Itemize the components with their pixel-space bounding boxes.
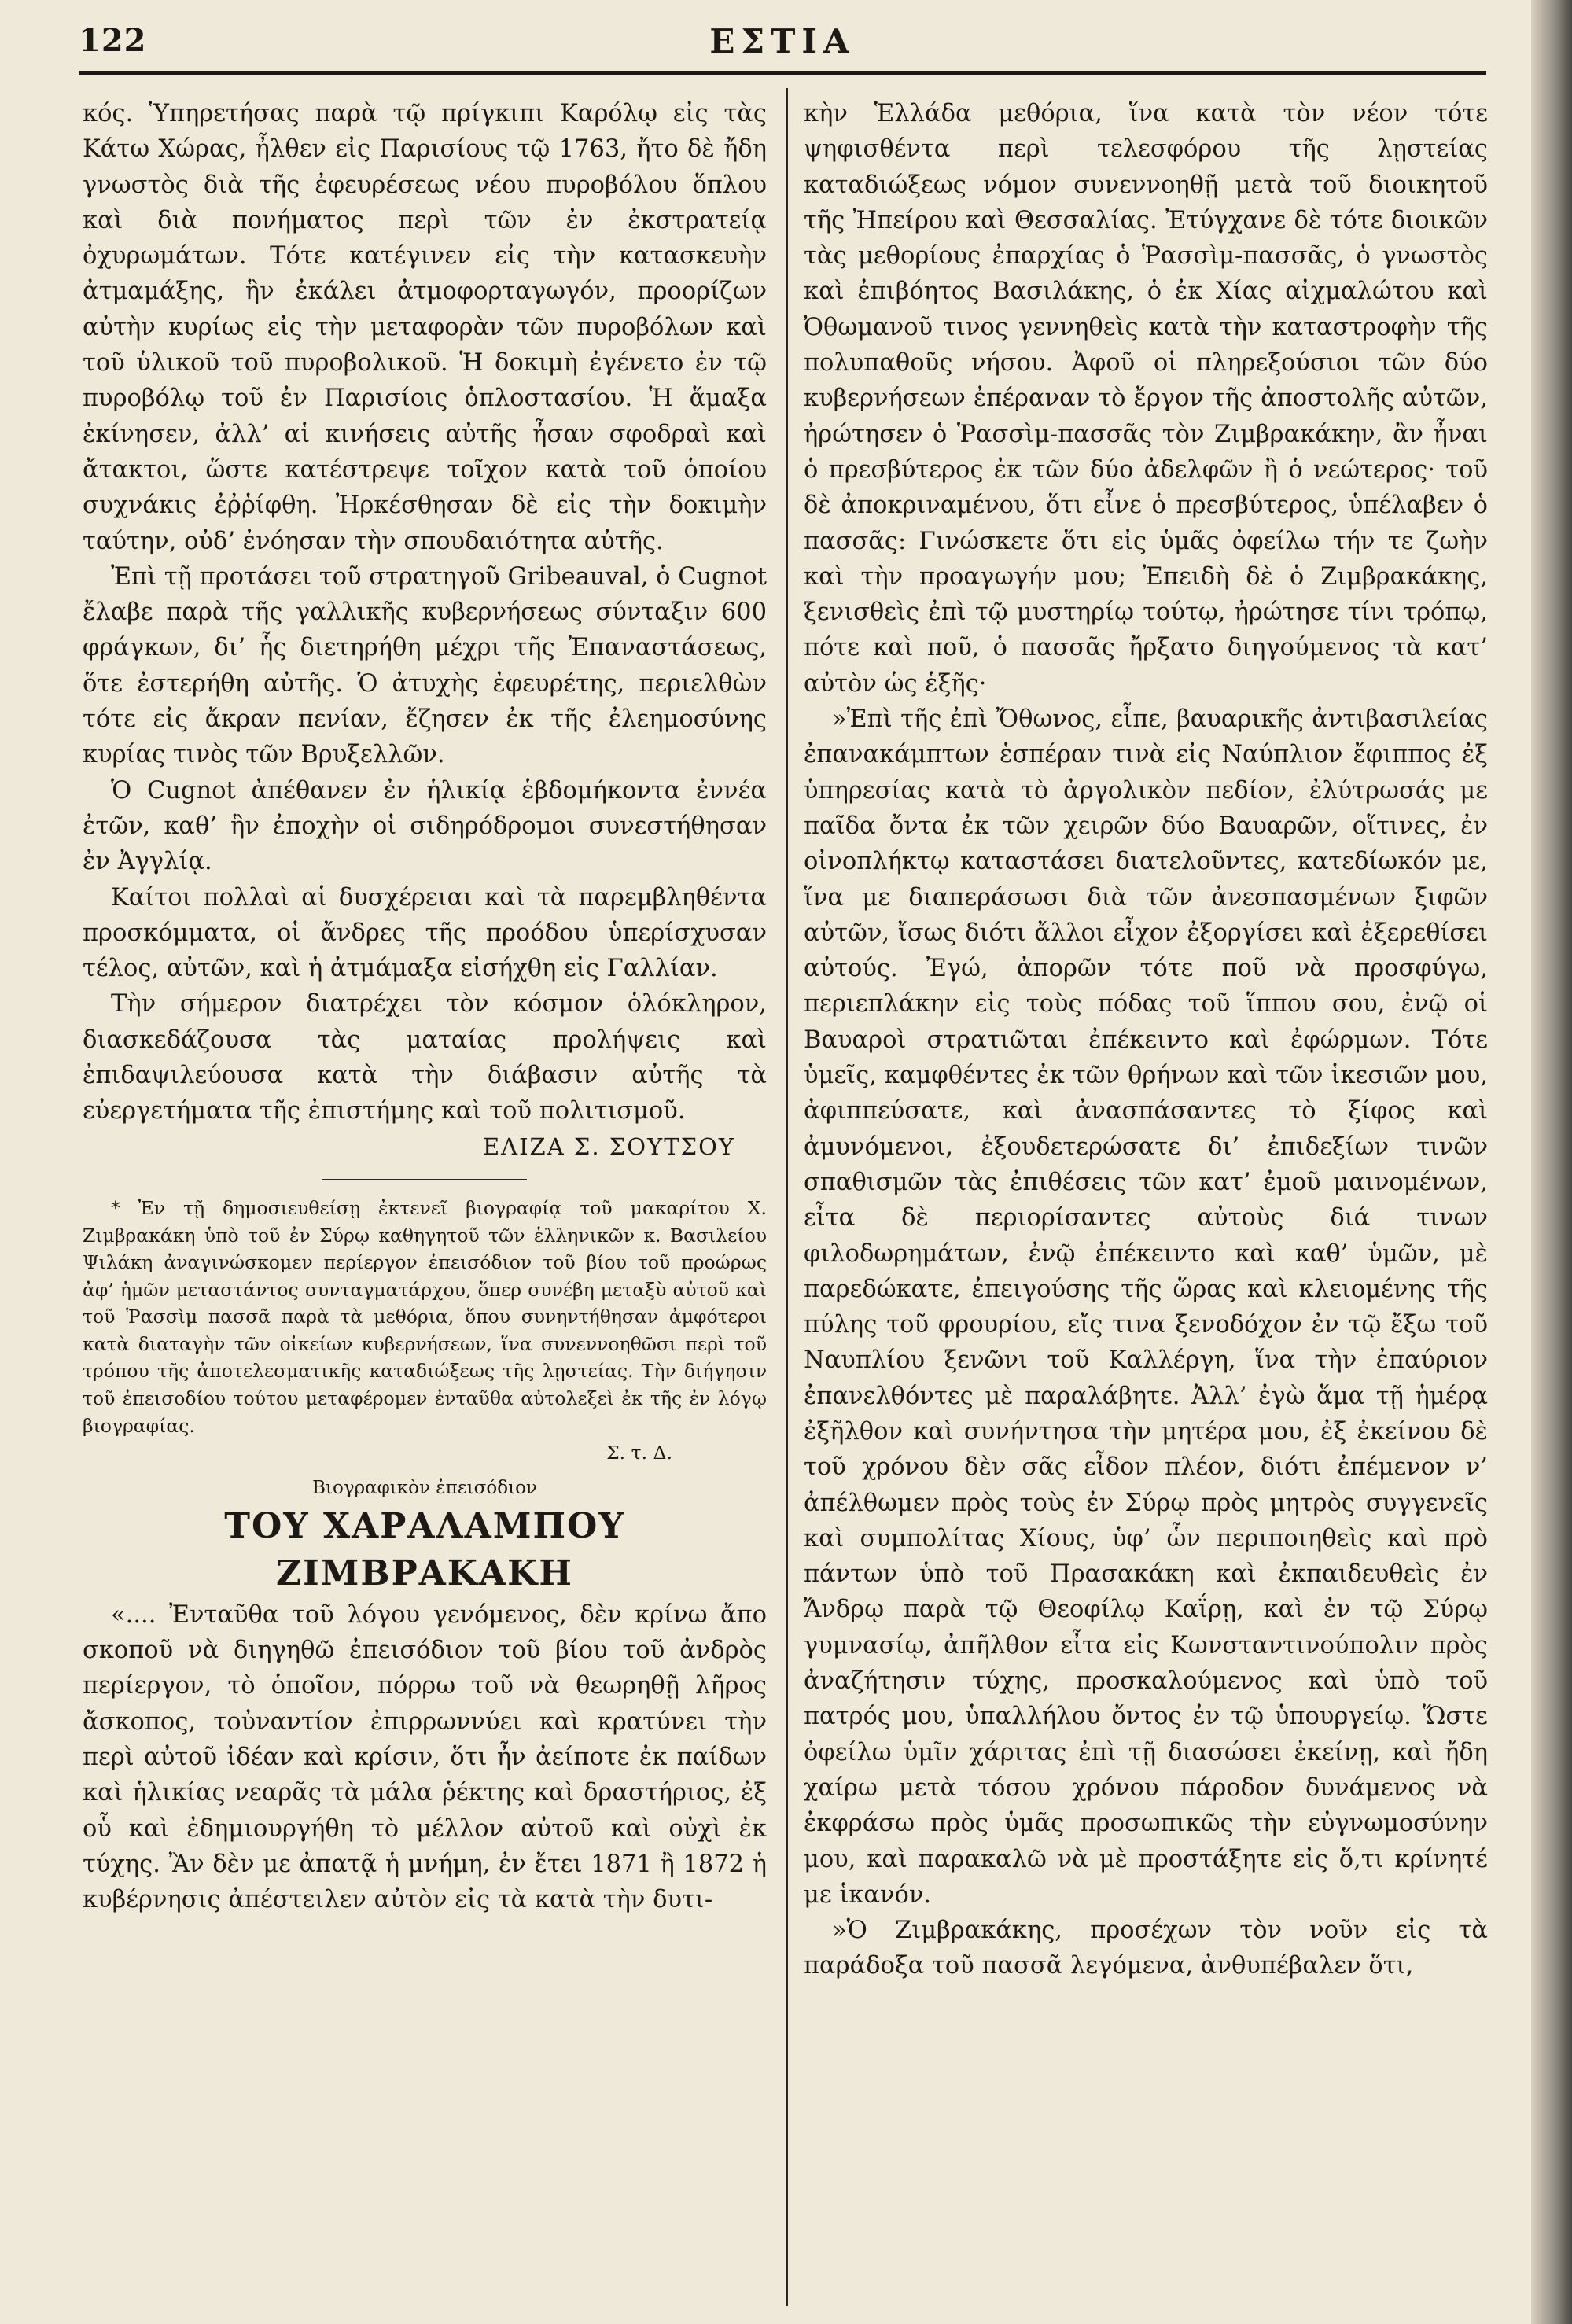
section-divider: [322, 1179, 527, 1180]
page-number: 122: [79, 22, 147, 59]
paragraph-zimbrakakis-reply: »Ὁ Ζιμβρακάκης, προσέχων τὸν νοῦν εἰς τὰ παράδοξα τοῦ πασσᾶ λεγόμενα, ἀνθυπέβαλεν ὅτι,: [804, 1917, 1488, 1980]
running-head: ΕΣΤΙΑ: [709, 22, 856, 61]
footnote-signature: Σ. τ. Δ.: [606, 1442, 672, 1464]
article-kicker: Βιογραφικὸν ἐπεισόδιον: [312, 1477, 537, 1498]
paragraph-border-meeting: κὴν Ἑλλάδα μεθόρια, ἵνα κατὰ τὸν νέον τότε ψηφισθέντα περὶ τελεσφόρου τῆς λῃστείας καταδιώξεως νόμον συνεννοηθῇ μετὰ τοῦ διοικητοῦ τῆς Ἠπείρου καὶ Θεσσαλίας. Ἐτύγχανε δὲ τότε διοικῶν τὰς μεθορίους ἐπαρχίας ὁ Ῥασσὶμ-πασσᾶς, ὁ γνωστὸς καὶ ἐπιβόητος Βασιλάκης, ὁ ἐκ Χίας αἰχμαλώτου καὶ Ὀθωμανοῦ τινος γεννηθεὶς κατὰ τὴν καταστροφὴν τῆς πολυπαθοῦς νήσου. Ἀφοῦ οἱ πληρεξούσιοι τῶν δύο κυβερνήσεων ἐπέραναν τὸ ἔργον τῆς ἀποστολῆς αὐτῶν, ἠρώτησεν ὁ Ῥασσὶμ-πασσᾶς τὸν Ζιμβρακάκην, ἂν ἦναι ὁ πρεσβύτερος ἐκ τῶν δύο ἀδελφῶν ἢ ὁ νεώτερος· τοῦ δὲ ἀποκριναμένου, ὅτι εἶνε ὁ πρεσβύτερος, ὑπέλαβεν ὁ πασσᾶς: Γινώσκετε ὅτι εἰς ὑμᾶς ὀφείλω τήν τε ζωὴν καὶ τὴν προαγωγήν μου; Ἐπειδὴ δὲ ὁ Ζιμβρακάκης, ξενισθεὶς ἐπὶ τῷ μυστηρίῳ τούτῳ, ἠρώτησε τίνι τρόπῳ, πότε καὶ ποῦ, ὁ πασσᾶς ἤρξατο διηγούμενος τὰ κατ’ αὐτὸν ὡς ἑξῆς·: [804, 100, 1488, 698]
book-spine-shadow: [1531, 0, 1572, 2324]
paragraph-pasha-story: »Ἐπὶ τῆς ἐπὶ Ὄθωνος, εἶπε, βαυαρικῆς ἀντιβασιλείας ἐπανακάμπτων ἑσπέραν τινὰ εἰς Ναύπλιον ἔφιππος ἐξ ὑπηρεσίας κατὰ τὸ ἀργολικὸν πεδίον, ἐλύτρωσάς με παῖδα ὄντα ἐκ τῶν χειρῶν δύο Βαυαρῶν, οἵτινες, ἐν οἰνοπλήκτῳ καταστάσει διατελοῦντες, κατεδίωκόν με, ἵνα με διαπεράσωσι διὰ τῶν ἀνεσπασμένων ξιφῶν αὐτῶν, ἴσως διότι ἄλλοι εἶχον ἐξοργίσει καὶ ἐξερεθίσει αὐτούς. Ἐγώ, ἀπορῶν τότε ποῦ νὰ προσφύγω, περιεπλάκην εἰς τοὺς πόδας τοῦ ἵππου σου, ἐνῷ οἱ Βαυαροὶ στρατιῶται ἐπέκειντο καὶ ἐφώρμων. Τότε ὑμεῖς, καμφθέντες ἐκ τῶν θρήνων καὶ τῶν ἱκεσιῶν μου, ἀφιππεύσατε, καὶ ἀνασπάσαντες τὸ ξίφος καὶ ἀμυνόμενοι, ἐξουδετερώσατε δι’ ἐπιδεξίων τινῶν σπαθισμῶν τὰς ἐπιθέσεις τῶν κατ’ ἐμοῦ μαινομένων, εἶτα δὲ περιορίσαντες αὐτοὺς διά τινων φιλοδωρημάτων, ἐνῷ ἐπέκειντο καὶ καθ’ ὑμῶν, μὲ παρεδώκατε, ἐπειγούσης τῆς ὥρας καὶ κλειομένης τῆς πύλης τοῦ φρουρίου, εἴς τινα ξενοδόχον ἐν τῷ ἔξω τοῦ Ναυπλίου ξενῶνι τοῦ Καλλέργη, ἵνα τὴν ἐπαύριον ἐπανελθόντες μὲ παραλάβητε. Ἀλλ’ ἐγὼ ἅμα τῇ ἡμέρᾳ ἐξῆλθον καὶ συνήντησα τὴν μητέρα μου, ἐξ ἐκείνου δὲ τοῦ χρόνου δὲν σᾶς εἶδον πλέον, διότι ἐπέμενον ν’ ἀπέλθωμεν πρὸς τοὺς ἐν Σύρῳ πρὸς μητρὸς συγγενεῖς καὶ συμπολίτας Χίους, ὑφ’ ὧν περιποιηθεὶς καὶ πρὸ πάντων ὑπὸ τοῦ Πρασακάκη καὶ ἐκπαιδευθεὶς ἐν Ἄνδρῳ παρὰ τῷ Θεοφίλῳ Καΐρῃ, καὶ ἐν τῷ Σύρῳ γυμνασίῳ, ἀπῆλθον εἶτα εἰς Κωνσταντινούπολιν πρὸς ἀναζήτησιν τύχης, προσκαλούμενος καὶ ὑπὸ τοῦ πατρός μου, ὑπαλλήλου ὄντος ἐν τῷ ὑπουργείῳ. Ὥστε ὀφείλω ὑμῖν χάριτας ἐπὶ τῇ διασώσει ἐκείνῃ, καὶ ἤδη χαίρω μετὰ τόσου χρόνου πάροδον δυνάμενος νὰ ἐκφράσω πρὸς ὑμᾶς προσωπικῶς τὴν εὐγνωμοσύνην μου, καὶ παρακαλῶ νὰ μὲ προστάξητε εἰς ὅ,τι κρίνητέ με ἱκανόν.: [804, 705, 1488, 1909]
left-column: [83, 96, 767, 1918]
story-opening: «.... Ἐνταῦθα τοῦ λόγου γενόμενος, δὲν κρίνω ἄπο σκοποῦ νὰ διηγηθῶ ἐπεισόδιον τοῦ βίου τοῦ ἀνδρὸς περίεργον, τὸ ὁποῖον, πόρρω τοῦ νὰ θεωρηθῇ λῆρος ἄσκοπος, τοὐναντίον ἐπιρρωννύει καὶ κρατύνει τὴν περὶ αὐτοῦ ἰδέαν καὶ κρίσιν, ὅτι ἦν ἀείποτε ἐκ παίδων καὶ ἡλικίας νεαρᾶς τὰ μάλα ῥέκτης καὶ δραστήριος, ἐξ οὗ καὶ ἐδημιουργήθη τὸ μέλλον αὐτοῦ καὶ οὐχὶ ἐκ τύχης. Ἂν δὲν με ἀπατᾷ ἡ μνήμη, ἐν ἔτει 1871 ἢ 1872 ἡ κυβέρνησις ἀπέστειλεν αὐτὸν εἰς τὰ κατὰ τὴν δυτι-: [83, 1600, 767, 1914]
paragraph-conclusion: Τὴν σήμερον διατρέχει τὸν κόσμον ὁλόκληρον, διασκεδάζουσα τὰς ματαίας προλήψεις καὶ ἐπιδαψιλεύουσα κατὰ τὴν διάβασιν αὐτῆς τὰ εὐεργετήματα τῆς ἐπιστήμης καὶ τοῦ πολιτισμοῦ.: [83, 990, 767, 1125]
header-rule: [79, 71, 1486, 75]
paragraph-cugnot-death: Ὁ Cugnot ἀπέθανεν ἐν ἡλικίᾳ ἑβδομήκοντα ἐννέα ἐτῶν, καθ’ ἣν ἐποχὴν οἱ σιδηρόδρομοι συνεστήθησαν ἐν Ἀγγλίᾳ.: [83, 776, 767, 876]
paragraph-cugnot-career: κός. Ὑπηρετήσας παρὰ τῷ πρίγκιπι Καρόλῳ εἰς τὰς Κάτω Χώρας, ἦλθεν εἰς Παρισίους τῷ 1763, ἤτο δὲ ἤδη γνωστὸς διὰ τῆς ἐφευρέσεως νέου πυροβόλου ὅπλου καὶ διὰ πονήματος περὶ τῶν ἐν ἐκστρατείᾳ ὀχυρωμάτων. Τότε κατέγινεν εἰς τὴν κατασκευὴν ἀτμαμάξης, ἣν ἐκάλει ἀτμοφορταγωγόν, προορίζων αὐτὴν κυρίως εἰς τὴν μεταφορὰν τῶν πυροβόλων καὶ τοῦ ὑλικοῦ τοῦ πυροβολικοῦ. Ἡ δοκιμὴ ἐγένετο ἐν τῷ πυροβόλῳ τοῦ ἐν Παρισίοις ὁπλοστασίου. Ἡ ἅμαξα ἐκίνησεν, ἀλλ’ αἱ κινήσεις αὐτῆς ἦσαν σφοδραὶ καὶ ἄτακτοι, ὥστε κατέστρεψε τοῖχον κατὰ τοῦ ὁποίου συχνάκις ἐῤῥίφθη. Ἠρκέσθησαν δὲ εἰς τὴν δοκιμὴν ταύτην, οὐδ’ ἐνόησαν τὴν σπουδαιότητα αὐτῆς.: [83, 100, 767, 555]
editor-footnote: [83, 1195, 767, 1467]
author-signature: ΕΛΙΖΑ Σ. ΣΟΥΤΣΟΥ: [482, 1133, 735, 1160]
footnote-text: * Ἐν τῇ δημοσιευθείσῃ ἐκτενεῖ βιογραφίᾳ τοῦ μακαρίτου Χ. Ζιμβρακάκη ὑπὸ τοῦ ἐν Σύρῳ καθηγητοῦ τῶν ἑλληνικῶν κ. Βασιλείου Ψιλάκη ἀναγινώσκομεν περίεργον ἐπεισόδιον τοῦ βίου τοῦ προώρως ἀφ’ ἡμῶν μεταστάντος συνταγματάρχου, ὅπερ συνέβη μεταξὺ αὐτοῦ καὶ τοῦ Ῥασσὶμ πασσᾶ παρὰ τὰ μεθόρια, ὅπου συνηντήθησαν ἀμφότεροι κατὰ διαταγὴν τῶν οἰκείων κυβερνήσεων, ἵνα συνεννοηθῶσι περὶ τοῦ τρόπου τῆς ἀποτελεσματικῆς καταδιώξεως τῆς λῃστείας. Τὴν διήγησιν τοῦ ἐπεισοδίου τούτου μεταφέρομεν ἐνταῦθα αὐτολεξεὶ ἐκ τῆς ἐν λόγῳ βιογραφίας.: [83, 1196, 767, 1437]
article-title: ΤΟΥ ΧΑΡΑΛΑΜΠΟΥ ΖΙΜΒΡΑΚΑΚΗ: [224, 1505, 625, 1593]
right-column: [804, 96, 1488, 1984]
paragraph-progress: Καίτοι πολλαὶ αἱ δυσχέρειαι καὶ τὰ παρεμβληθέντα προσκόμματα, οἱ ἄνδρες τῆς προόδου ὑπερίσχυσαν τέλος, αὐτῶν, καὶ ἡ ἀτμάμαξα εἰσήχθη εἰς Γαλλίαν.: [83, 883, 767, 983]
page-header: [79, 22, 1486, 69]
paragraph-cugnot-pension: Ἐπὶ τῇ προτάσει τοῦ στρατηγοῦ Gribeauval, ὁ Cugnot ἔλαβε παρὰ τῆς γαλλικῆς κυβερνήσεως σύνταξιν 600 φράγκων, δι’ ἧς διετηρήθη μέχρι τῆς Ἐπαναστάσεως, ὅτε ἐστερήθη αὐτῆς. Ὁ ἀτυχὴς ἐφευρέτης, περιελθὼν τότε εἰς ἄκραν πενίαν, ἔζησεν ἐκ τῆς ἐλεημοσύνης κυρίας τινὸς τῶν Βρυξελλῶν.: [83, 562, 767, 769]
column-divider: [786, 88, 788, 2306]
